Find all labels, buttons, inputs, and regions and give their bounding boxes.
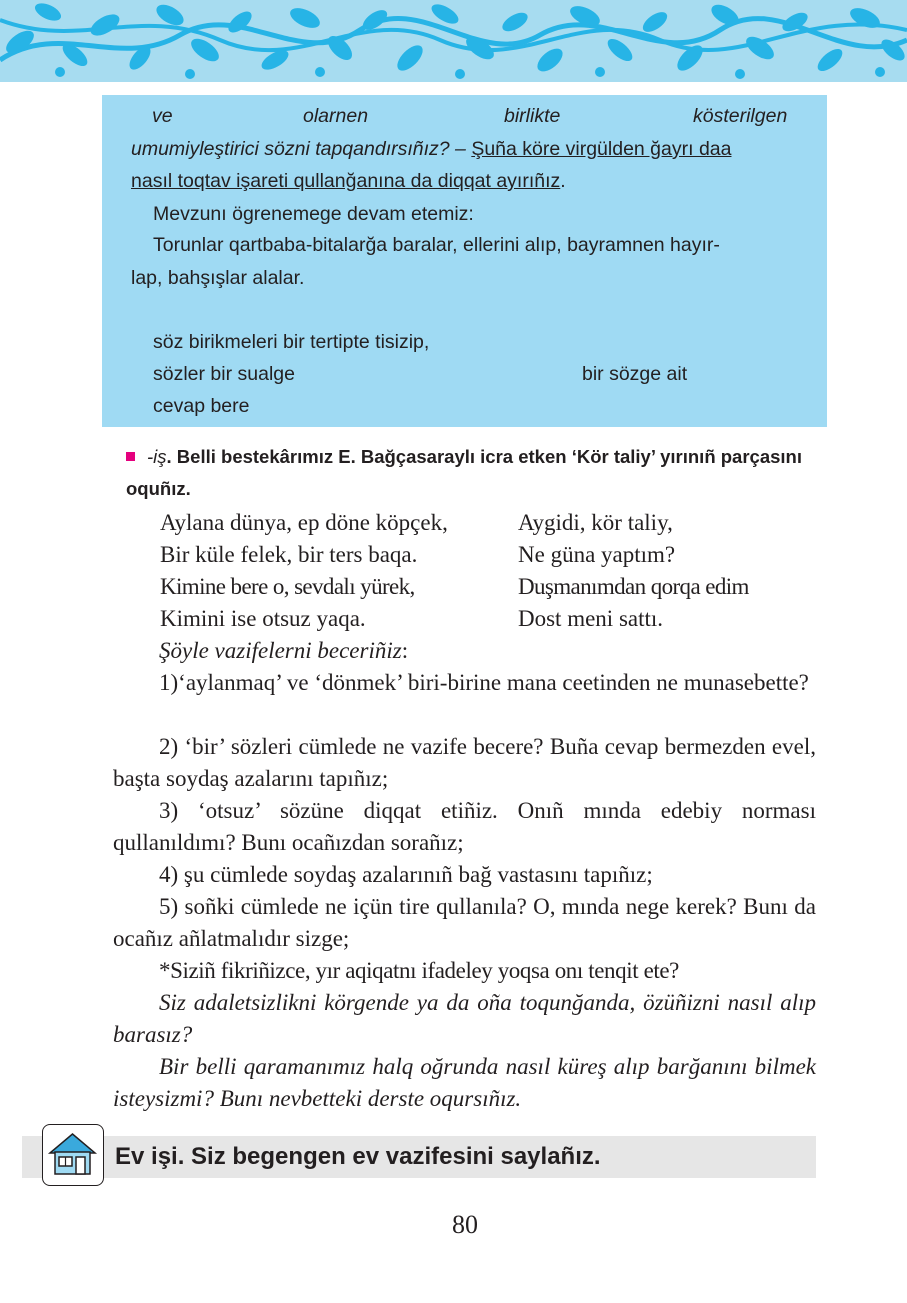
house-icon [43, 1125, 102, 1184]
house-icon-box [42, 1124, 104, 1186]
box-line-4: Mevzunı ögrenemege devam etemiz: [153, 203, 474, 225]
floral-ornament-icon [0, 0, 907, 82]
instruction-item-6: *Siziñ fikriñizce, yır aqiqatnı ifadeley yoqsa onı tenqit ete? [159, 958, 679, 983]
box-line-3-underlined: nasıl toqtav işareti qullanğanına da diqqat ayırıñız [131, 170, 561, 192]
box-line-5: Torunlar qartbaba-bitalarğa baralar, ellerini alıp, bayramnen hayır- [153, 234, 720, 256]
task-prefix: -iş [147, 446, 167, 467]
box-list-2-right: bir sözge ait [582, 363, 688, 385]
poem-right-1: Aygidi, kör taliy, [518, 510, 673, 535]
poem-right-3: Duşmanımdan qorqa edim [518, 574, 749, 599]
closing-question-1: Siz adaletsizlikni körgende ya da oña toqunğanda, özüñizni nasıl alıp barasız? [113, 990, 816, 1047]
box-list-3: cevap bere [153, 395, 250, 417]
instruction-item-2: 2) ‘bir’ sözleri cümlede ne vazife becere? Buña cevap bermezden evel, başta soydaş azalarını tapıñız; [113, 734, 816, 791]
box-list-2: sözler bir sualge [153, 363, 295, 385]
instructions-intro-italic: Şöyle vazifelerni beceriñiz [159, 638, 402, 663]
instruction-item-1: 1)‘aylanmaq’ ve ‘dönmek’ biri-birine mana ceetinden ne munasebette? [159, 670, 809, 695]
poem-left-1: Aylana dünya, ep döne köpçek, [160, 510, 448, 535]
instruction-item-3: 3) ‘otsuz’ sözüne diqqat etiñiz. Onıñ mında edebiy norması qullanıldımı? Bunı ocañızdan sorañız; [113, 798, 816, 855]
ornament-banner [0, 0, 907, 82]
task-text: . Belli bestekârımız E. Bağçasaraylı icra etken ‘Kör taliy’ yırınıñ parçasını oquñız. [126, 446, 802, 499]
box-word-1: ve [152, 105, 173, 127]
box-line-3 [131, 169, 566, 193]
box-word-3: birlikte [504, 105, 561, 127]
poem-left-4: Kimini ise otsuz yaqa. [160, 606, 366, 631]
homework-text: Ev işi. Siz begengen ev vazifesini saylañız. [115, 1143, 601, 1170]
poem-left-3: Kimine bere o, sevdalı yürek, [160, 574, 415, 599]
box-word-4: kösterilgen [693, 105, 788, 127]
poem-left-2: Bir küle felek, bir ters baqa. [160, 542, 418, 567]
task-heading [126, 441, 826, 505]
instruction-item-4: 4) şu cümlede soydaş azalarınıñ bağ vastasını tapıñız; [159, 862, 653, 887]
instructions-intro-colon: : [401, 638, 409, 663]
poem-right-2: Ne güna yaptım? [518, 542, 676, 567]
closing-question-2: Bir belli qaramanımız halq oğrunda nasıl küreş alıp barğanını bilmek isteysizmi? Bunı nevbetteki derste oqursıñız. [113, 1054, 816, 1111]
box-line-2-italic: umumiyleştirici sözni tapqandırsıñız? – [131, 138, 472, 160]
poem-right-4: Dost meni sattı. [518, 606, 664, 631]
box-line-3-end: . [560, 170, 566, 192]
box-line-2 [131, 137, 731, 161]
box-line-2-underlined: Şuña köre virgülden ğayrı daa [471, 138, 732, 160]
bullet-square-icon [126, 452, 135, 461]
instructions-intro [113, 635, 816, 667]
page-number: 80 [452, 1210, 478, 1239]
box-line-6: lap, bahşışlar alalar. [131, 267, 305, 289]
box-list-1: söz birikmeleri bir tertipte tisizip, [153, 331, 430, 353]
instruction-item-5: 5) soñki cümlede ne içün tire qullanıla? O, mında nege kerek? Bunı da ocañız añlatmalıdır sizge; [113, 894, 816, 951]
box-word-2: olarnen [303, 105, 369, 127]
